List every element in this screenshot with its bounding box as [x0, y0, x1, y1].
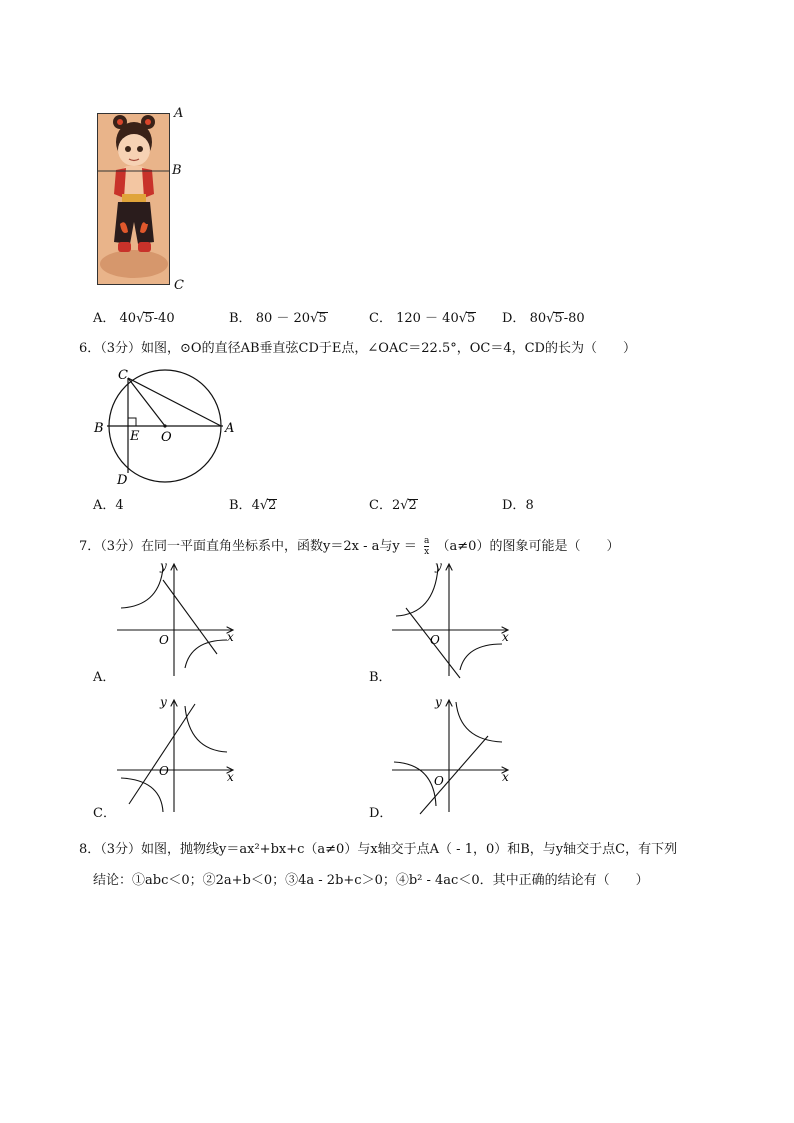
q7-graph-c [115, 694, 245, 816]
q6-option-b[interactable]: B．4√2 [229, 498, 277, 513]
q8-stem-line1: 8．（3分）如图，抛物线y＝ax²+bx+c（a≠0）与x轴交于点A（ - 1，0）和B，与y轴交于点C，有下列 [79, 842, 678, 857]
q7-graph-a [115, 558, 245, 680]
point-label-c: C [174, 278, 184, 293]
q5-option-d[interactable]: D． 80√5-80 [502, 311, 585, 326]
center-point [163, 424, 166, 427]
q7-stem: 7．（3分）在同一平面直角坐标系中，函数y＝2x - a与y ＝ $\frac{a}{x}$ （a≠0）的图象可能是（ ） [79, 536, 620, 557]
q7-option-d[interactable]: D． [369, 806, 393, 821]
sqrt-sign: √ [136, 311, 145, 326]
label-a: A [225, 421, 235, 436]
q6-option-a[interactable]: A．4 [93, 498, 124, 513]
svg-text:y: y [435, 559, 442, 573]
segment-oc [128, 378, 165, 426]
svg-text:O: O [159, 633, 169, 647]
sqrt-sign: √ [546, 311, 555, 326]
point-label-a: A [174, 106, 184, 121]
svg-text:x: x [502, 770, 509, 784]
right-angle-mark [128, 418, 136, 426]
label-d: D [117, 473, 128, 488]
q5-option-a[interactable]: A． 40√5-40 [93, 311, 175, 326]
q7-graph-b [390, 558, 520, 680]
q7-graph-d [390, 694, 520, 816]
character-photo [97, 113, 170, 285]
sqrt-sign: √ [458, 311, 468, 326]
svg-text:y: y [160, 559, 167, 573]
label-o: O [161, 430, 172, 445]
label-e: E [130, 429, 140, 444]
q7-option-c[interactable]: C． [93, 806, 116, 821]
q6-option-c[interactable]: C．2√2 [369, 498, 417, 513]
point-label-b: B [172, 163, 182, 178]
q6-circle-figure [90, 366, 250, 490]
svg-text:O: O [434, 774, 444, 788]
svg-text:O: O [430, 633, 440, 647]
q6-stem: 6．（3分）如图，⊙O的直径AB垂直弦CD于E点，∠OAC＝22.5°，OC＝4，CD的长为（ ） [79, 341, 636, 356]
character-illustration [98, 114, 170, 285]
label-b: B [94, 421, 104, 436]
q6-option-d[interactable]: D．8 [502, 498, 534, 513]
segment-ac [128, 378, 221, 426]
svg-text:x: x [502, 630, 509, 644]
q7-option-a[interactable]: A． [93, 670, 116, 685]
sqrt-sign: √ [310, 311, 319, 326]
fraction-a-over-x: $\frac{a}{x}$ [424, 536, 430, 557]
svg-text:y: y [160, 695, 167, 709]
q8-stem-line2: 结论：①abc＜0；②2a+b＜0；③4a - 2b+c＞0；④b² - 4ac＜0．其中正确的结论有（ ） [93, 873, 649, 888]
q7-option-b[interactable]: B． [369, 670, 392, 685]
label-c: C [118, 368, 128, 383]
q5-option-c[interactable]: C． 120 － 40√5 [369, 311, 476, 326]
svg-text:x: x [227, 630, 234, 644]
sqrt-sign: √ [259, 498, 269, 513]
svg-text:y: y [435, 695, 442, 709]
q5-option-b[interactable]: B． 80 － 20√5 [229, 311, 327, 326]
svg-text:O: O [159, 764, 169, 778]
svg-text:x: x [227, 770, 234, 784]
sqrt-sign: √ [400, 498, 409, 513]
